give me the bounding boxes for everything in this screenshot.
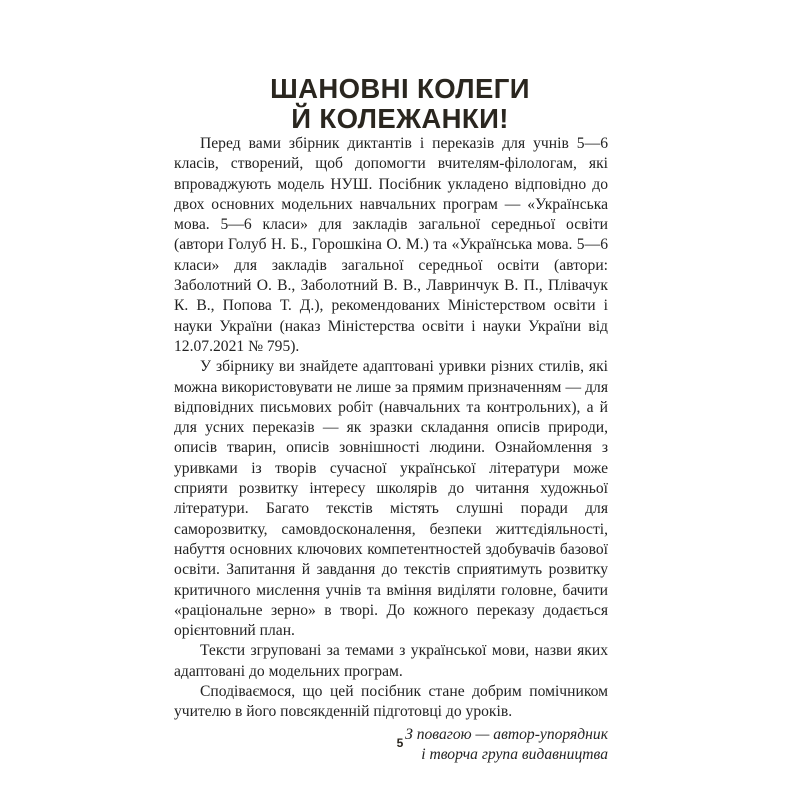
paragraph-grouping: Тексти згруповані за темами з української мови, назви яких адаптовані до модельних програм. (174, 642, 608, 680)
signature-line-1: З повагою — автор-упорядник (405, 725, 608, 743)
page-title (190, 74, 610, 134)
page-number: 5 (396, 736, 404, 750)
body-text (174, 134, 608, 765)
page-title-line-2: Й КОЛЕЖАНКИ! (291, 103, 509, 134)
paragraph-intro: Перед вами збірник диктантів і переказів для учнів 5—6 класів, створений, щоб допомогти вчителям-філологам, які впроваджують модель НУШ. Посібник укладено відповідно до двох основних модельних навчальних програм — «Українська мова. 5—6 класи» для закладів загальної середньої освіти (автори Голуб Н. Б., Горошкіна О. М.) та «Українська мова. 5—6 класи» для закладів загальної середньої освіти (автори: Заболотний О. В., Заболотний В. В., Лавринчук В. П., Плівачук К. В., Попова Т. Д.), рекомендованих Міністерством освіти і науки України (наказ Міністерства освіти і науки України від 12.07.2021 № 795). (174, 135, 608, 355)
page-title-line-1: ШАНОВНІ КОЛЕГИ (270, 73, 530, 104)
paragraph-contents: У збірнику ви знайдете адаптовані уривки різних стилів, які можна використовувати не лише за прямим призначенням — для відповідних письмових робіт (навчальних та контрольних), а й для усних переказів — як зразки складання описів природи, описів тварин, описів зовнішності людини. Ознайомлення з уривками із творів сучасної української літератури може сприяти розвитку інтересу школярів до читання художньої літератури. Багато текстів містять слушні поради для саморозвитку, самовдосконалення, безпеки життєдіяльності, набуття основних ключових компетентностей здобувачів базової освіти. Запитання й завдання до текстів сприятимуть розвитку критичного мислення учнів та вміння виділяти головне, бачити «раціональне зерно» в творі. До кожного переказу додається орієнтовний план. (174, 358, 608, 640)
signature-line-2: і творча група видавництва (421, 745, 608, 763)
paragraph-closing: Сподіваємося, що цей посібник стане добрим помічником учителю в його повсякденній підготовці до уроків. (174, 683, 608, 721)
